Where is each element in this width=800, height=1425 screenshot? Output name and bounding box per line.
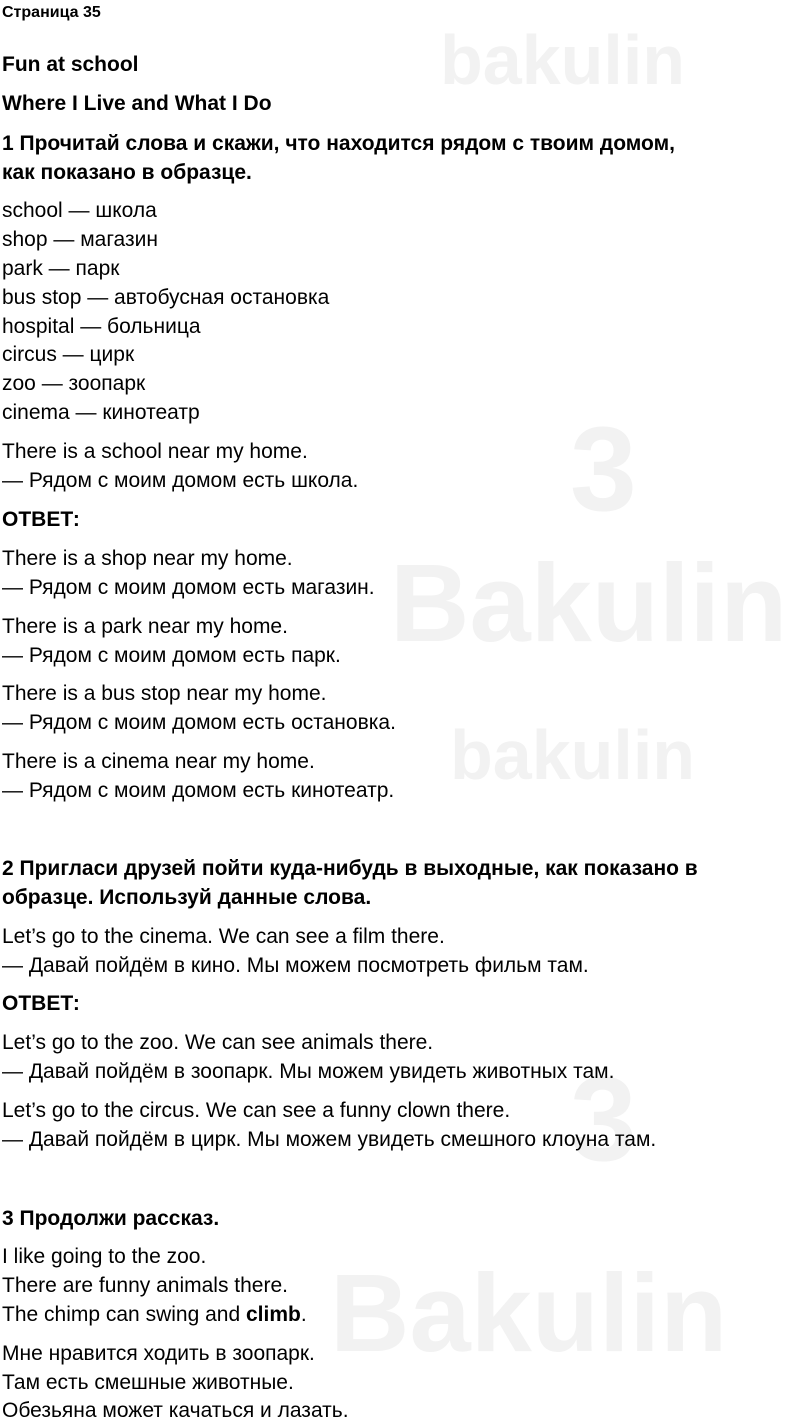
answer-russian: — Давай пойдём в зоопарк. Мы можем увидеть животных там. [2,1060,615,1083]
watermark-digit: 3 [570,1052,637,1186]
page-number: Страница 35 [2,4,101,21]
example-russian: — Давай пойдём в кино. Мы можем посмотреть фильм там. [2,954,589,977]
answer-russian: — Рядом с моим домом есть парк. [2,644,341,667]
story-russian: Там есть смешные животные. [2,1371,294,1394]
answer-russian: — Рядом с моим домом есть магазин. [2,576,375,599]
answer-russian: — Рядом с моим домом есть остановка. [2,711,396,734]
word-item: school — школа [2,199,157,222]
word-item: zoo — зоопарк [2,372,146,395]
story-russian: Мне нравится ходить в зоопарк. [2,1342,315,1365]
answer-english: There is a park near my home. [2,615,288,638]
story-text: . [300,1303,307,1326]
story-russian: Обезьяна может качаться и лазать. [2,1399,349,1422]
section-subtitle: Where I Live and What I Do [2,92,272,115]
exercise-2-task: образце. Используй данные слова. [2,886,372,909]
answer-english: Let’s go to the zoo. We can see animals there. [2,1031,434,1054]
answer-label: ОТВЕТ: [2,992,80,1015]
answer-russian: — Рядом с моим домом есть кинотеатр. [2,779,395,802]
exercise-1-task: 1 Прочитай слова и скажи, что находится рядом с твоим домом, [2,132,675,155]
exercise-1-task: как показано в образце. [2,161,252,184]
word-item: circus — цирк [2,343,135,366]
watermark-bakulin: Bakulin [330,1252,728,1375]
word-item: park — парк [2,257,120,280]
watermark-bakulin: bakulin [450,716,696,794]
exercise-2-task: 2 Пригласи друзей пойти куда-нибудь в выходные, как показано в [2,857,698,880]
watermark-bakulin: Bakulin [390,542,788,665]
answer-english: There is a shop near my home. [2,547,293,570]
story-bold-word: climb [245,1303,301,1326]
example-english: Let’s go to the cinema. We can see a film there. [2,925,445,948]
watermark-digit: 3 [570,402,637,536]
answer-english: There is a cinema near my home. [2,750,315,773]
story-english [2,1302,307,1328]
section-title: Fun at school [2,53,139,76]
answer-english: Let’s go to the circus. We can see a funny clown there. [2,1099,511,1122]
answer-english: There is a bus stop near my home. [2,682,327,705]
watermark-bakulin: bakulin [440,21,686,99]
word-item: cinema — кинотеатр [2,401,200,424]
story-english: I like going to the zoo. [2,1245,207,1268]
story-english: There are funny animals there. [2,1274,288,1297]
answer-label: ОТВЕТ: [2,508,80,531]
word-item: hospital — больница [2,315,201,338]
exercise-3-task: 3 Продолжи рассказ. [2,1207,220,1230]
answer-russian: — Давай пойдём в цирк. Мы можем увидеть смешного клоуна там. [2,1128,657,1151]
word-item: shop — магазин [2,228,158,251]
example-russian: — Рядом с моим домом есть школа. [2,469,359,492]
word-item: bus stop — автобусная остановка [2,286,330,309]
story-text: The chimp can swing and [2,1303,246,1326]
example-english: There is a school near my home. [2,440,308,463]
